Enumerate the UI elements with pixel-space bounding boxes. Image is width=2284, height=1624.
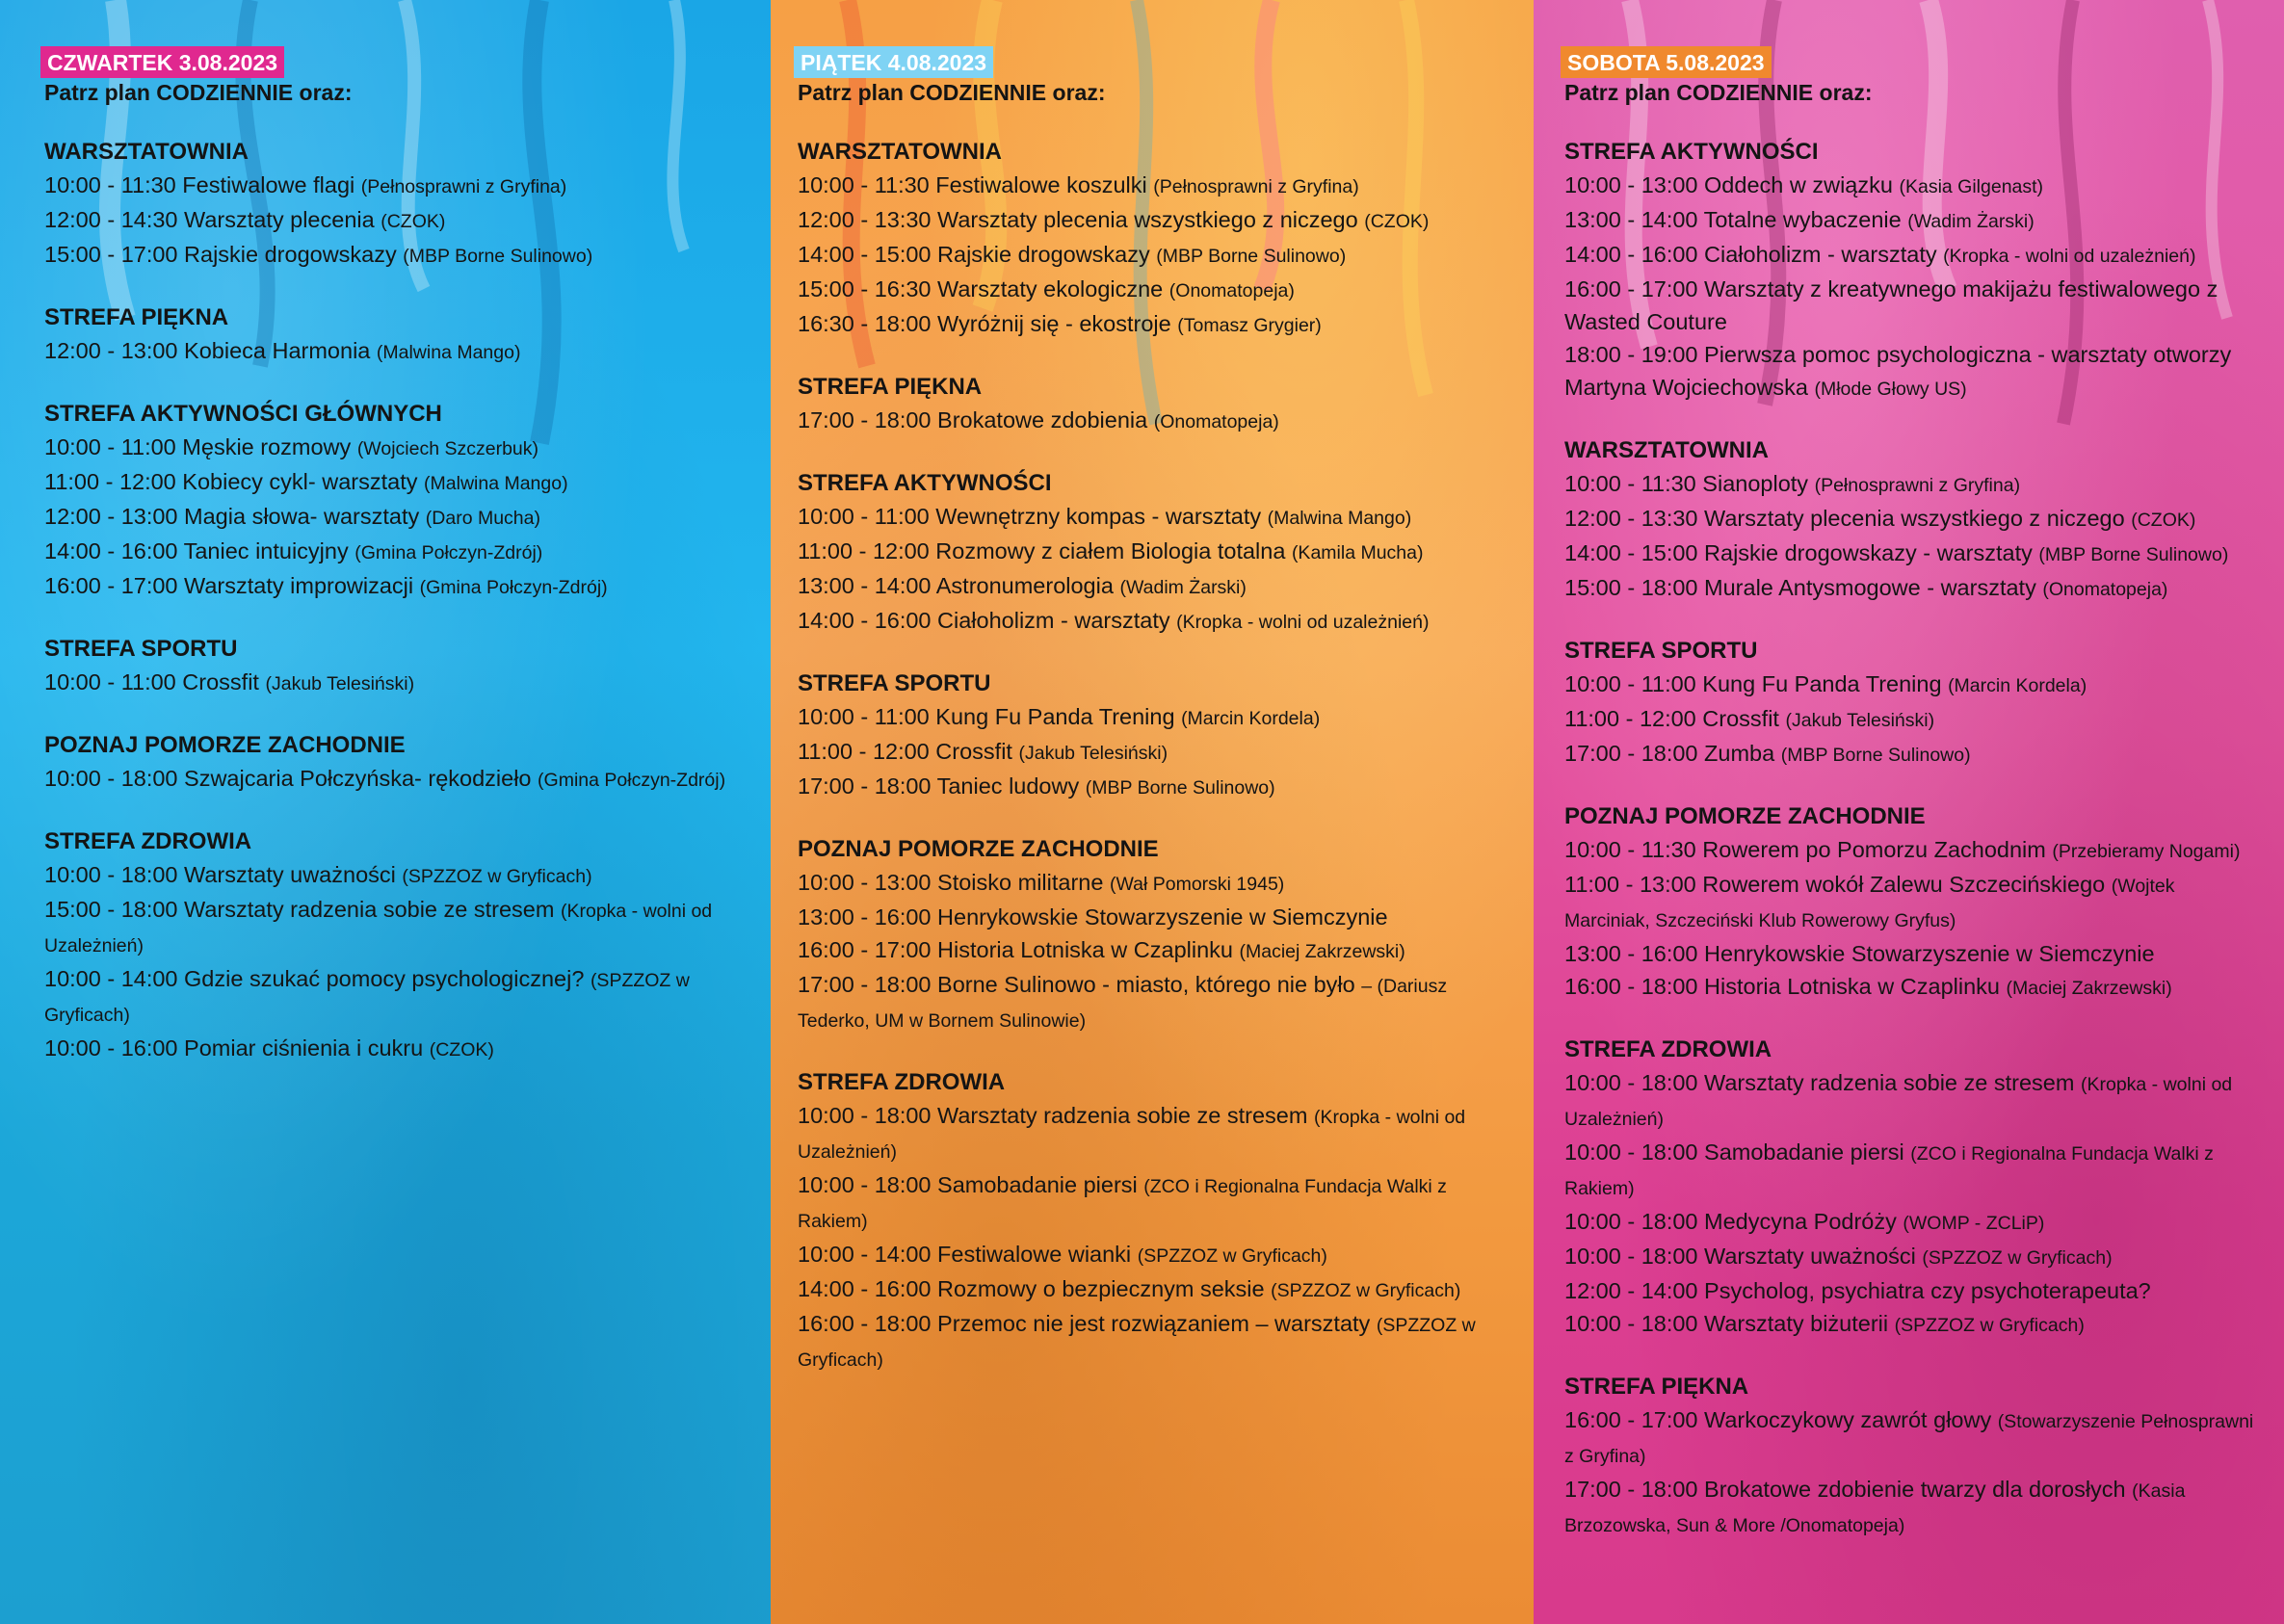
entry-time: 16:00 - 17:00 [1564,276,1698,301]
entry-time: 10:00 - 11:00 [798,704,930,729]
schedule-entry [44,500,748,535]
schedule-entry [44,893,748,962]
schedule-entry [798,1099,1510,1168]
entry-title: Brokatowe zdobienie twarzy dla dorosłych [1704,1477,2126,1502]
entry-time: 10:00 - 18:00 [798,1172,932,1197]
schedule-section [44,136,748,273]
schedule-section [44,301,748,369]
entry-title: Stoisko militarne [937,870,1104,895]
schedule-entry [1564,970,2261,1005]
schedule-entry [44,858,748,893]
entry-organizer: (MBP Borne Sulinowo) [2038,544,2229,565]
entry-organizer: (SPZZOZ w Gryficach) [798,1315,1476,1371]
entry-time: 14:00 - 16:00 [798,1276,932,1301]
entry-title: Borne Sulinowo - miasto, którego nie było [937,972,1355,997]
schedule-entry [1564,1307,2261,1342]
entry-title: Henrykowskie Stowarzyszenie w Siemczynie [937,904,1388,930]
day-label: SOBOTA 5.08.2023 [1561,46,1772,78]
entry-time: 12:00 - 14:30 [44,207,178,232]
entry-organizer: (CZOK) [2131,510,2196,531]
entry-time: 15:00 - 18:00 [44,897,178,922]
entry-time: 14:00 - 16:00 [1564,242,1698,267]
entry-time: 10:00 - 18:00 [1564,1070,1698,1095]
schedule-section [798,371,1510,438]
entry-title: Warsztaty plecenia wszystkiego z niczego [1704,506,2125,531]
entry-organizer: (Marcin Kordela) [1181,708,1321,729]
entry-organizer: (CZOK) [1364,211,1430,232]
entry-time: 13:00 - 16:00 [1564,941,1698,966]
entry-title: Warkoczykowy zawrót głowy [1704,1407,1992,1432]
entry-time: 17:00 - 18:00 [798,773,932,799]
entry-title: Kung Fu Panda Trening [1702,671,1942,696]
schedule-entry [1564,467,2261,502]
section-title: POZNAJ POMORZE ZACHODNIE [798,836,1159,862]
entry-title: Oddech w związku [1704,172,1893,197]
schedule-entry [1564,1066,2261,1136]
entry-organizer: (Malwina Mango) [424,473,568,494]
schedule-entry [1564,833,2261,868]
entry-title: Festiwalowe wianki [937,1242,1132,1267]
schedule-entry [44,203,748,238]
entry-time: 17:00 - 18:00 [1564,741,1698,766]
entry-time: 12:00 - 14:00 [1564,1278,1698,1303]
schedule-entry [798,735,1510,770]
section-title: STREFA AKTYWNOŚCI [1564,139,1819,165]
day-content [798,46,1510,1376]
entry-organizer: (Onomatopeja) [1168,280,1295,301]
entry-time: 11:00 - 13:00 [1564,872,1696,897]
entry-organizer: (Kasia Brzozowska, Sun & More /Onomatopeja) [1564,1480,2186,1536]
section-title: POZNAJ POMORZE ZACHODNIE [44,732,406,758]
section-title: STREFA ZDROWIA [44,828,252,854]
schedule-section [798,136,1510,342]
entry-time: 11:00 - 12:00 [1564,706,1696,731]
entry-title: Taniec ludowy [936,773,1080,799]
entry-time: 14:00 - 16:00 [798,608,932,633]
section-title: POZNAJ POMORZE ZACHODNIE [1564,803,1926,829]
entry-organizer: (Pełnosprawni z Gryfina) [360,176,567,197]
entry-time: 14:00 - 16:00 [44,538,178,563]
entry-organizer: (Malwina Mango) [376,342,521,363]
entry-time: 12:00 - 13:00 [44,338,178,363]
entry-time: 16:00 - 17:00 [44,573,178,598]
schedule-section [44,825,748,1066]
schedule-entry [44,465,748,500]
schedule-entry [44,238,748,273]
entry-time: 10:00 - 13:00 [798,870,932,895]
schedule-entry [798,604,1510,639]
entry-time: 10:00 - 11:00 [798,504,930,529]
schedule-entry [1564,1473,2261,1542]
entry-organizer: (SPZZOZ w Gryficach) [1271,1280,1461,1301]
entry-time: 12:00 - 13:00 [44,504,178,529]
schedule-entry [798,238,1510,273]
schedule-entry [44,334,748,369]
entry-title: Rowerem wokół Zalewu Szczecińskiego [1702,872,2106,897]
entry-organizer: (Gmina Połczyn-Zdrój) [419,577,608,598]
entry-organizer: (WOMP - ZCLiP) [1903,1213,2045,1234]
entry-title: Historia Lotniska w Czaplinku [937,937,1233,962]
schedule-entry [44,535,748,569]
entry-title: Festiwalowe flagi [182,172,355,197]
entry-time: 10:00 - 18:00 [1564,1244,1698,1269]
entry-title: Psycholog, psychiatra czy psychoterapeuta? [1704,1278,2151,1303]
entry-organizer: (Daro Mucha) [425,508,540,529]
schedule-entry [44,569,748,604]
schedule-entry [798,569,1510,604]
entry-organizer: (MBP Borne Sulinowo) [1780,745,1971,766]
schedule-entry [798,203,1510,238]
entry-organizer: (Onomatopeja) [1153,411,1279,432]
schedule-section [1564,1034,2261,1342]
schedule-entry [798,1238,1510,1272]
entry-time: 10:00 - 18:00 [1564,1139,1698,1165]
entry-time: 16:00 - 18:00 [1564,974,1698,999]
entry-title: Warsztaty ekologiczne [937,276,1164,301]
entry-time: 10:00 - 18:00 [44,862,178,887]
section-title: STREFA AKTYWNOŚCI [798,470,1052,496]
entry-title: Totalne wybaczenie [1703,207,1902,232]
section-title: STREFA SPORTU [798,670,991,696]
schedule-entry [44,431,748,465]
schedule-entry [798,535,1510,569]
entry-title: Henrykowskie Stowarzyszenie w Siemczynie [1704,941,2155,966]
entry-organizer: (Jakub Telesiński) [1785,710,1935,731]
entry-time: 10:00 - 14:00 [798,1242,932,1267]
entry-time: 10:00 - 14:00 [44,966,178,991]
entry-organizer: (SPZZOZ w Gryficach) [402,866,592,887]
entry-title: Kobiecy cykl- warsztaty [182,469,418,494]
entry-time: 13:00 - 16:00 [798,904,932,930]
schedule-entry [1564,702,2261,737]
day-column-friday [771,0,1534,1624]
schedule-entry [1564,1240,2261,1274]
day-subtitle: Patrz plan CODZIENNIE oraz: [1564,80,1873,105]
entry-time: 11:00 - 12:00 [798,538,930,563]
schedule-entry [1564,937,2261,970]
entry-organizer: (Wał Pomorski 1945) [1109,874,1285,895]
schedule-section [1564,136,2261,406]
entry-title: Pomiar ciśnienia i cukru [184,1035,424,1061]
entry-title: Crossfit [1702,706,1779,731]
entry-title: Warsztaty uważności [1704,1244,1916,1269]
entry-title: Wewnętrzny kompas - warsztaty [935,504,1262,529]
schedule-entry [44,666,748,700]
entry-organizer: (Młode Głowy US) [1814,379,1967,400]
section-title: STREFA PIĘKNA [1564,1374,1749,1400]
day-subtitle: Patrz plan CODZIENNIE oraz: [798,80,1106,105]
schedule-section [44,633,748,700]
entry-organizer: (CZOK) [429,1039,494,1061]
entry-organizer: (Gmina Połczyn-Zdrój) [354,542,543,563]
entry-time: 17:00 - 18:00 [798,407,932,432]
entry-time: 14:00 - 15:00 [1564,540,1698,565]
entry-title: Warsztaty radzenia sobie ze stresem [184,897,555,922]
entry-organizer: (Jakub Telesiński) [265,673,415,694]
entry-organizer: (Wojtek Marciniak, Szczeciński Klub Rowerowy Gryfus) [1564,876,2175,931]
entry-organizer: (ZCO i Regionalna Fundacja Walki z Rakiem) [798,1176,1447,1232]
entry-title: Warsztaty z kreatywnego makijażu festiwalowego z Wasted Couture [1564,276,2218,334]
entry-title: Warsztaty plecenia [184,207,375,232]
schedule-entry [1564,537,2261,571]
entry-organizer: (Pełnosprawni z Gryfina) [1153,176,1359,197]
entry-title: Festiwalowe koszulki [935,172,1147,197]
entry-title: Kung Fu Panda Trening [935,704,1175,729]
entry-organizer: (MBP Borne Sulinowo) [1156,246,1347,267]
entry-title: Warsztaty radzenia sobie ze stresem [937,1103,1308,1128]
entry-organizer: (Malwina Mango) [1267,508,1412,529]
entry-time: 10:00 - 11:30 [1564,471,1696,496]
schedule-entry [1564,1136,2261,1205]
entry-title: Sianoploty [1702,471,1809,496]
schedule-section [798,668,1510,804]
entry-time: 16:30 - 18:00 [798,311,932,336]
entry-organizer: (Kropka - wolni od Uzależnień) [44,901,713,956]
entry-title: Szwajcaria Połczyńska- rękodzieło [184,766,532,791]
schedule-entry [1564,502,2261,537]
entry-time: 17:00 - 18:00 [1564,1477,1698,1502]
entry-title: Taniec intuicyjny [183,538,349,563]
entry-organizer: (Kropka - wolni od Uzależnień) [1564,1074,2233,1130]
schedule-section [1564,800,2261,1005]
schedule-entry [798,1272,1510,1307]
entry-organizer: (Pełnosprawni z Gryfina) [1814,475,2021,496]
entry-title: Samobadanie piersi [1704,1139,1904,1165]
entry-time: 10:00 - 11:00 [1564,671,1696,696]
entry-title: Ciałoholizm - warsztaty [937,608,1170,633]
schedule-entry [44,169,748,203]
entry-time: 10:00 - 11:00 [44,434,176,459]
schedule-section [1564,635,2261,772]
entry-time: 17:00 - 18:00 [798,972,932,997]
schedule-entry [798,1168,1510,1238]
entry-organizer: (MBP Borne Sulinowo) [1085,777,1275,799]
entry-organizer: (Marcin Kordela) [1948,675,2087,696]
entry-organizer: (Stowarzyszenie Pełnosprawni z Gryfina) [1564,1411,2254,1467]
schedule-entry [798,500,1510,535]
entry-title: Medycyna Podróży [1704,1209,1897,1234]
entry-title: Warsztaty plecenia wszystkiego z niczego [937,207,1358,232]
schedule-section [798,833,1510,1037]
entry-time: 16:00 - 17:00 [1564,1407,1698,1432]
section-title: WARSZTATOWNIA [1564,437,1769,463]
entry-time: 14:00 - 15:00 [798,242,932,267]
entry-time: 13:00 - 14:00 [1564,207,1698,232]
entry-title: Gdzie szukać pomocy psychologicznej? [184,966,585,991]
schedule-entry [798,1307,1510,1376]
schedule-entry [1564,1403,2261,1473]
entry-time: 15:00 - 16:30 [798,276,932,301]
schedule-section [1564,1371,2261,1542]
entry-time: 16:00 - 18:00 [798,1311,932,1336]
entry-time: 12:00 - 13:30 [798,207,932,232]
entry-time: 15:00 - 18:00 [1564,575,1698,600]
entry-organizer: (Kropka - wolni od uzależnień) [1943,246,2196,267]
schedule-entry [798,866,1510,901]
entry-time: 10:00 - 16:00 [44,1035,178,1061]
entry-time: 10:00 - 18:00 [1564,1209,1698,1234]
entry-time: 10:00 - 11:00 [44,669,176,694]
entry-title: Męskie rozmowy [182,434,352,459]
entry-organizer: (Jakub Telesiński) [1018,743,1168,764]
day-column-thursday [0,0,771,1624]
entry-title: Warsztaty radzenia sobie ze stresem [1704,1070,2075,1095]
schedule-entry [44,962,748,1032]
schedule-entry [798,273,1510,307]
entry-title: Murale Antysmogowe - warsztaty [1704,575,2036,600]
entry-organizer: (Wadim Żarski) [1119,577,1247,598]
schedule-section [798,1066,1510,1376]
section-title: STREFA PIĘKNA [798,374,983,400]
day-content [1564,46,2261,1542]
schedule-section [44,398,748,604]
entry-organizer: (Maciej Zakrzewski) [2006,978,2172,999]
entry-organizer: (CZOK) [381,211,446,232]
entry-time: 10:00 - 13:00 [1564,172,1698,197]
day-label: PIĄTEK 4.08.2023 [794,46,993,78]
entry-organizer: (ZCO i Regionalna Fundacja Walki z Rakiem) [1564,1143,2214,1199]
schedule-entry [1564,238,2261,273]
entry-time: 15:00 - 17:00 [44,242,178,267]
entry-title: Kobieca Harmonia [184,338,371,363]
entry-time: 11:00 - 12:00 [798,739,930,764]
entry-time: 18:00 - 19:00 [1564,342,1698,367]
entry-time: 10:00 - 11:30 [1564,837,1696,862]
entry-title: Samobadanie piersi [937,1172,1138,1197]
entry-organizer: (Kasia Gilgenast) [1899,176,2044,197]
section-title: STREFA ZDROWIA [798,1069,1006,1095]
schedule-entry [798,404,1510,438]
day-label: CZWARTEK 3.08.2023 [40,46,284,78]
entry-time: 11:00 - 12:00 [44,469,176,494]
entry-title: Pierwsza pomoc psychologiczna - warsztaty otworzy Martyna Wojciechowska [1564,342,2232,400]
schedule-entry [1564,203,2261,238]
entry-title: Wyróżnij się - ekostroje [937,311,1171,336]
schedule-entry [798,770,1510,804]
schedule-entry [798,933,1510,968]
section-title: WARSZTATOWNIA [44,139,249,165]
entry-organizer: (SPZZOZ w Gryficach) [44,970,690,1026]
schedule-entry [1564,1274,2261,1307]
section-title: WARSZTATOWNIA [798,139,1002,165]
entry-organizer: (Kropka - wolni od Uzależnień) [798,1107,1466,1163]
entry-title: Rowerem po Pomorzu Zachodnim [1702,837,2046,862]
schedule-section [1564,434,2261,606]
schedule-entry [44,1032,748,1066]
entry-organizer: (SPZZOZ w Gryficach) [1137,1245,1327,1267]
schedule-entry [798,700,1510,735]
schedule-entry [798,169,1510,203]
entry-title: Magia słowa- warsztaty [184,504,420,529]
entry-title: Rajskie drogowskazy [937,242,1150,267]
entry-time: 12:00 - 13:30 [1564,506,1698,531]
entry-organizer: (Kropka - wolni od uzależnień) [1176,612,1430,633]
entry-organizer: (MBP Borne Sulinowo) [403,246,593,267]
section-title: STREFA ZDROWIA [1564,1036,1772,1062]
schedule-entry [1564,1205,2261,1240]
schedule-entry [798,307,1510,342]
entry-time: 10:00 - 18:00 [798,1103,932,1128]
entry-time: 16:00 - 17:00 [798,937,932,962]
entry-title: Ciałoholizm - warsztaty [1704,242,1937,267]
entry-title: Brokatowe zdobienia [937,407,1148,432]
entry-organizer: (Wadim Żarski) [1907,211,2035,232]
entry-time: 10:00 - 18:00 [1564,1311,1698,1336]
entry-time: 10:00 - 18:00 [44,766,178,791]
entry-title: Rozmowy z ciałem Biologia totalna [935,538,1286,563]
entry-title: Historia Lotniska w Czaplinku [1704,974,2000,999]
entry-organizer: (Kamila Mucha) [1291,542,1424,563]
entry-title: Przemoc nie jest rozwiązaniem – warsztaty [937,1311,1371,1336]
schedule-entry [798,968,1510,1037]
entry-organizer: (Onomatopeja) [2042,579,2168,600]
schedule-entry [1564,169,2261,203]
entry-organizer: (Tomasz Grygier) [1177,315,1322,336]
day-subtitle: Patrz plan CODZIENNIE oraz: [44,80,353,105]
entry-title: Astronumerologia [935,573,1114,598]
schedule-entry [1564,737,2261,772]
entry-title: Warsztaty uważności [184,862,396,887]
entry-organizer: (SPZZOZ w Gryficach) [1894,1315,2085,1336]
entry-title: Warsztaty biżuterii [1704,1311,1889,1336]
schedule-section [44,729,748,797]
section-title: STREFA AKTYWNOŚCI GŁÓWNYCH [44,401,442,427]
entry-title: Crossfit [182,669,259,694]
schedule-entry [1564,338,2261,406]
schedule-entry [1564,868,2261,937]
entry-title: Rozmowy o bezpiecznym seksie [937,1276,1265,1301]
entry-organizer: (Maciej Zakrzewski) [1239,941,1405,962]
schedule-entry [798,901,1510,933]
entry-time: 13:00 - 14:00 [798,573,932,598]
schedule-entry [1564,571,2261,606]
section-title: STREFA SPORTU [1564,638,1758,664]
entry-title: Rajskie drogowskazy [184,242,397,267]
entry-title: Warsztaty improwizacji [184,573,414,598]
entry-time: 10:00 - 11:30 [44,172,176,197]
entry-organizer: (Gmina Połczyn-Zdrój) [538,770,726,791]
schedule-section [798,467,1510,639]
entry-organizer: – (Dariusz Tederko, UM w Bornem Sulinowie) [798,976,1448,1032]
day-column-saturday [1534,0,2284,1624]
schedule-entry [1564,273,2261,338]
section-title: STREFA PIĘKNA [44,304,229,330]
entry-time: 10:00 - 11:30 [798,172,930,197]
entry-title: Rajskie drogowskazy - warsztaty [1704,540,2033,565]
entry-organizer: (SPZZOZ w Gryficach) [1922,1247,2113,1269]
entry-title: Zumba [1704,741,1775,766]
section-title: STREFA SPORTU [44,636,238,662]
schedule-entry [44,762,748,797]
entry-organizer: (Przebieramy Nogami) [2052,841,2241,862]
entry-organizer: (Wojciech Szczerbuk) [356,438,539,459]
day-content [44,46,748,1066]
schedule-entry [1564,668,2261,702]
entry-title: Crossfit [935,739,1012,764]
